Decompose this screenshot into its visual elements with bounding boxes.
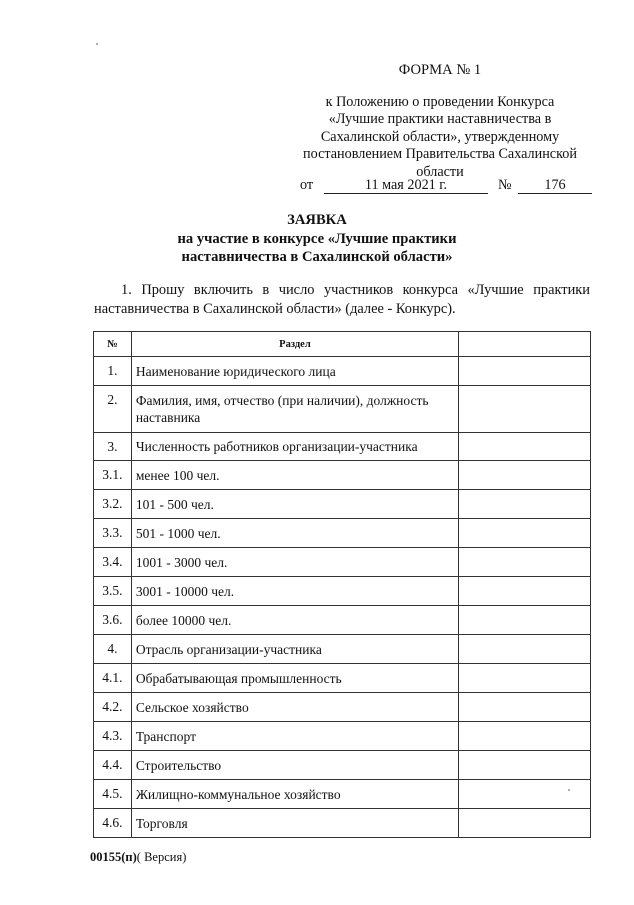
row-label: 3001 - 10000 чел. — [131, 577, 458, 606]
row-number: 4.1. — [94, 664, 132, 693]
table-row — [94, 606, 591, 635]
row-label: 501 - 1000 чел. — [131, 519, 458, 548]
column-header-section: Раздел — [131, 332, 458, 357]
row-label: Обрабатывающая промышленность — [131, 664, 458, 693]
row-label: 101 - 500 чел. — [131, 490, 458, 519]
row-label: Фамилия, имя, отчество (при наличии), должность наставника — [131, 386, 458, 433]
row-label: Транспорт — [131, 722, 458, 751]
row-value-cell[interactable] — [459, 751, 591, 780]
row-number: 3.6. — [94, 606, 132, 635]
row-value-cell[interactable] — [459, 664, 591, 693]
row-value-cell[interactable] — [459, 722, 591, 751]
row-number: 3.5. — [94, 577, 132, 606]
row-value-cell[interactable] — [459, 433, 591, 461]
row-number: 4. — [94, 635, 132, 664]
row-label: менее 100 чел. — [131, 461, 458, 490]
row-label: более 10000 чел. — [131, 606, 458, 635]
row-label: Сельское хозяйство — [131, 693, 458, 722]
scan-speck — [96, 43, 98, 45]
row-value-cell[interactable] — [459, 577, 591, 606]
title-line: на участие в конкурсе «Лучшие практики — [177, 230, 457, 247]
table-row — [94, 722, 591, 751]
row-number: 4.4. — [94, 751, 132, 780]
row-value-cell[interactable] — [459, 461, 591, 490]
row-value-cell[interactable] — [459, 490, 591, 519]
table-row — [94, 664, 591, 693]
reference-line: области — [416, 163, 464, 180]
row-label: 1001 - 3000 чел. — [131, 548, 458, 577]
resolution-date: 11 мая 2021 г. — [324, 177, 488, 194]
row-number: 2. — [94, 386, 132, 433]
row-value-cell[interactable] — [459, 548, 591, 577]
row-value-cell[interactable] — [459, 780, 591, 809]
row-label: Торговля — [131, 809, 458, 838]
row-value-cell[interactable] — [459, 519, 591, 548]
table-row — [94, 433, 591, 461]
row-number: 1. — [94, 357, 132, 386]
form-number: ФОРМА № 1 — [398, 62, 482, 78]
table-row — [94, 548, 591, 577]
row-value-cell[interactable] — [459, 357, 591, 386]
row-number: 3.1. — [94, 461, 132, 490]
row-label: Численность работников организации-участника — [131, 433, 458, 461]
reference-line: «Лучшие практики наставничества в — [328, 111, 552, 127]
version-label: ( Версия) — [136, 850, 187, 864]
row-label: Жилищно-коммунальное хозяйство — [131, 780, 458, 809]
resolution-number: 176 — [518, 177, 592, 194]
row-number: 4.5. — [94, 780, 132, 809]
table-row — [94, 357, 591, 386]
application-table — [93, 331, 591, 838]
row-number: 3. — [94, 433, 132, 461]
resolution-date-line — [300, 177, 600, 195]
row-number: 4.2. — [94, 693, 132, 722]
row-number: 4.3. — [94, 722, 132, 751]
row-number: 3.2. — [94, 490, 132, 519]
row-value-cell[interactable] — [459, 386, 591, 433]
table-header-row — [94, 332, 591, 357]
table-row — [94, 780, 591, 809]
document-code: 00155(п) — [90, 850, 137, 864]
ot-label: от — [300, 177, 314, 193]
title-line: ЗАЯВКА — [287, 212, 347, 228]
document-title — [0, 212, 634, 267]
table-row — [94, 519, 591, 548]
approval-reference — [290, 62, 590, 181]
row-number: 3.3. — [94, 519, 132, 548]
row-value-cell[interactable] — [459, 809, 591, 838]
reference-line: к Положению о проведении Конкурса — [325, 93, 555, 110]
table-row — [94, 635, 591, 664]
reference-line: Сахалинской области», утвержденному — [320, 128, 560, 145]
row-value-cell[interactable] — [459, 635, 591, 664]
row-value-cell[interactable] — [459, 693, 591, 722]
table-row — [94, 461, 591, 490]
table-row — [94, 490, 591, 519]
column-header-value — [459, 332, 591, 357]
document-footer — [90, 850, 186, 865]
title-line: наставничества в Сахалинской области» — [181, 249, 453, 265]
row-value-cell[interactable] — [459, 606, 591, 635]
request-paragraph: 1. Прошу включить в число участников конкурса «Лучшие практики наставничества в Сахалинской области» (далее - Конкурс). — [94, 282, 590, 317]
table-row — [94, 693, 591, 722]
reference-line: постановлением Правительства Сахалинской — [303, 146, 577, 162]
row-number: 3.4. — [94, 548, 132, 577]
row-label: Отрасль организации-участника — [131, 635, 458, 664]
row-label: Строительство — [131, 751, 458, 780]
table-row — [94, 809, 591, 838]
number-label: № — [498, 177, 512, 193]
table-row — [94, 386, 591, 433]
row-number: 4.6. — [94, 809, 132, 838]
table-row — [94, 751, 591, 780]
table-row — [94, 577, 591, 606]
row-label: Наименование юридического лица — [131, 357, 458, 386]
column-header-number: № — [94, 332, 132, 357]
